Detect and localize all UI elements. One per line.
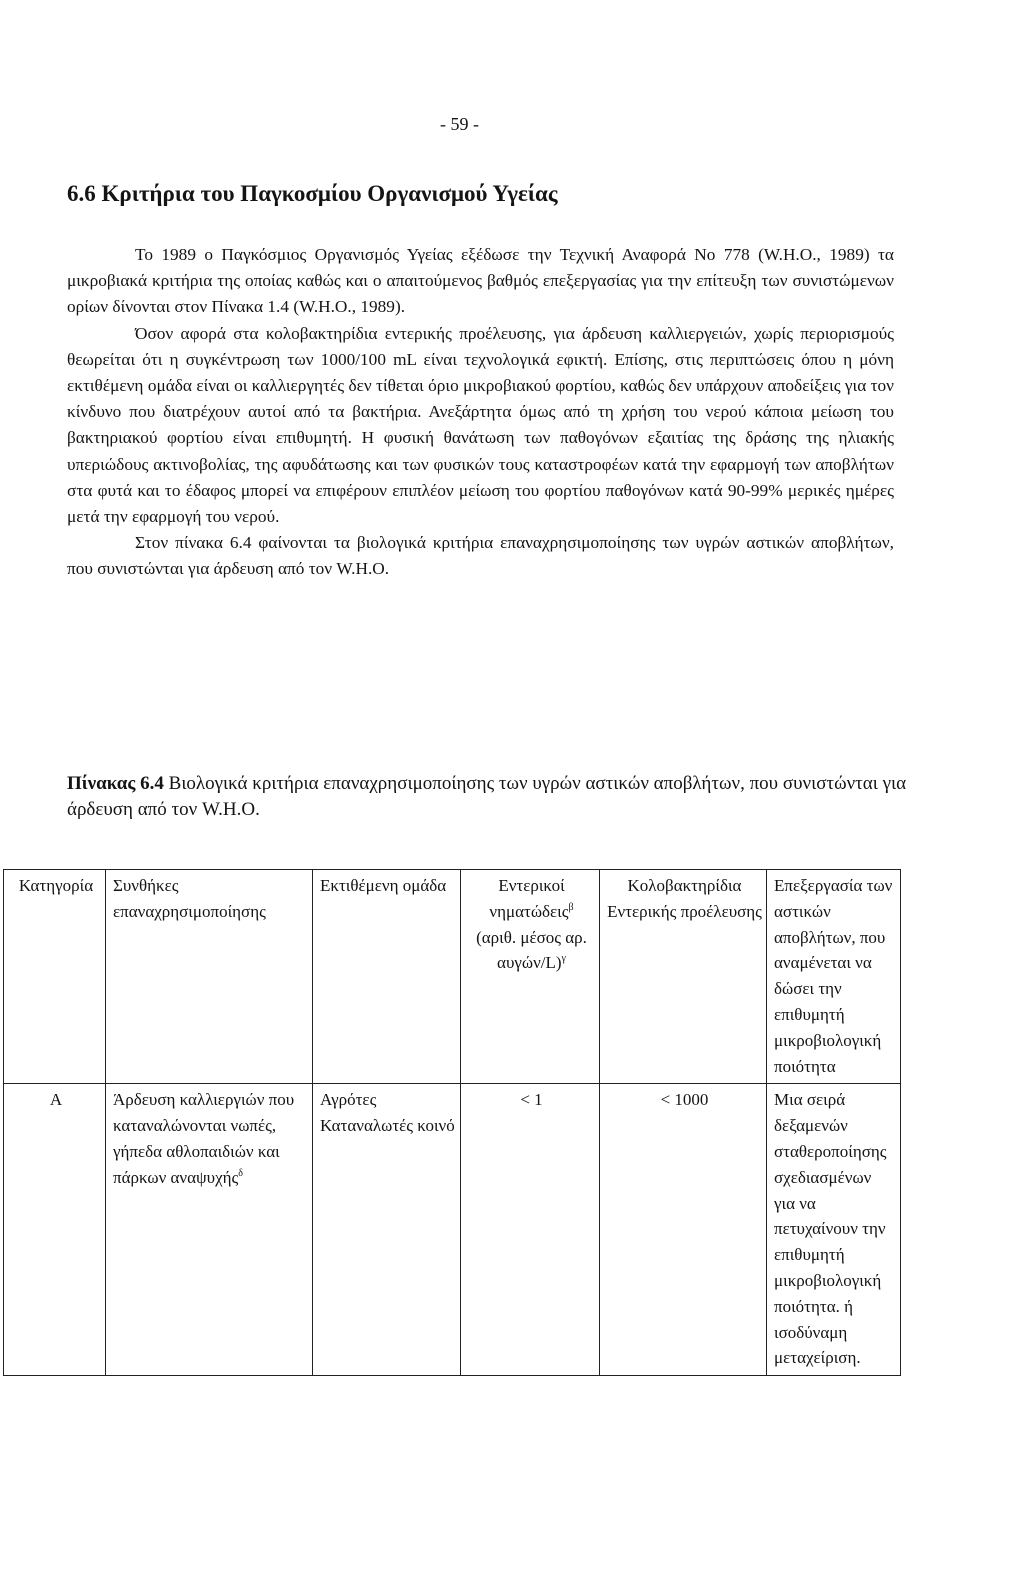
section-heading: 6.6 Κριτήρια του Παγκοσμίου Οργανισμού Υγείας [67, 181, 558, 206]
paragraph-2: Όσον αφορά στα κολοβακτηρίδια εντερικής προέλευσης, για άρδευση καλλιεργειών, χωρίς περιορισμούς θεωρείται ότι η συγκέντρωση των 1000/100 mL είναι τεχνολογικά εφικτή. Επίσης, στις περιπτώσεις όπου η μόνη εκτιθέμενη ομάδα είναι οι καλλιεργητές δεν τίθεται όριο μικροβιακού φορτίου, καθώς δεν υπάρχουν αποδείξεις για τον κίνδυνο που διατρέχουν αυτοί από τα βακτήρια. Ανεξάρτητα όμως από τη χρήση του νερού κάποια μείωση του βακτηριακού φορτίου είναι επιθυμητή. Η φυσική θανάτωση των παθογόνων εξαιτίας της δράσης της ηλιακής υπεριώδους ακτινοβολίας, της αφυδάτωσης και των φυσικών τους καταστροφέων κατά την εφαρμογή των αποβλήτων στα φυτά και το έδαφος μπορεί να επιφέρουν επιπλέον μείωση του φορτίου παθογόνων κατά 90-99% μερικές ημέρες μετά την εφαρμογή του νερού. [67, 323, 894, 527]
body-text [67, 242, 894, 583]
cell-conditions [106, 1084, 313, 1376]
cell-nematodes: < 1 [461, 1084, 600, 1376]
cell-category: A [4, 1084, 106, 1376]
header-treatment: Επεξεργασία των αστικών αποβλήτων, που αναμένεται να δώσει την επιθυμητή μικροβιολογική ποιότητα [767, 870, 901, 1084]
header-nematodes-sup: β [568, 901, 574, 913]
table-row [4, 1084, 901, 1376]
table-header-row [4, 870, 901, 1084]
caption-label: Πίνακας 6.4 [67, 773, 164, 794]
paragraph-1: Το 1989 ο Παγκόσμιος Οργανισμός Υγείας εξέδωσε την Τεχνική Αναφορά Νο 778 (W.H.O., 1989) τα μικροβιακά κριτήρια της οποίας καθώς και ο απαιτούμενος βαθμός επεξεργασίας για την επίτευξη των συνιστώμενων ορίων δίνονται στον Πίνακα 1.4 (W.H.O., 1989). [67, 245, 894, 317]
table-caption [67, 771, 927, 823]
cell-conditions-text: Άρδευση καλλιεργιών που καταναλώνονται νωπές, γήπεδα αθλοπαιδιών και πάρκων αναψυχής [113, 1090, 295, 1187]
cell-coliforms: < 1000 [600, 1084, 767, 1376]
header-nematodes-label: Εντερικοί νηματώδεις [489, 876, 569, 921]
header-nematodes-unit: (αριθ. μέσος αρ. αυγών/L) [476, 927, 587, 973]
header-exposed-group: Εκτιθέμενη ομάδα [313, 870, 461, 1084]
header-nematodes [461, 870, 600, 1084]
cell-treatment: Μια σειρά δεξαμενών σταθεροποίησης σχεδιασμένων για να πετυχαίνουν την επιθυμητή μικροβιολογική ποιότητα. ή ισοδύναμη μεταχείριση. [767, 1084, 901, 1376]
header-nematodes-unit-sup: γ [561, 953, 566, 965]
header-category: Κατηγορία [4, 870, 106, 1084]
header-coliforms: Κολοβακτηρίδια Εντερικής προέλευσης [600, 870, 767, 1084]
header-conditions: Συνθήκες επαναχρησιμοποίησης [106, 870, 313, 1084]
cell-exposed-group: Αγρότες Καταναλωτές κοινό [313, 1084, 461, 1376]
cell-conditions-sup: δ [238, 1167, 243, 1179]
page-number: - 59 - [440, 114, 479, 134]
caption-text: Βιολογικά κριτήρια επαναχρησιμοποίησης των υγρών αστικών αποβλήτων, που συνιστώνται για άρδευση από τον W.H.O. [67, 773, 907, 820]
paragraph-3: Στον πίνακα 6.4 φαίνονται τα βιολογικά κριτήρια επαναχρησιμοποίησης των υγρών αστικών αποβλήτων, που συνιστώνται για άρδευση από τον W.H.O. [67, 533, 894, 579]
criteria-table [3, 869, 901, 1376]
